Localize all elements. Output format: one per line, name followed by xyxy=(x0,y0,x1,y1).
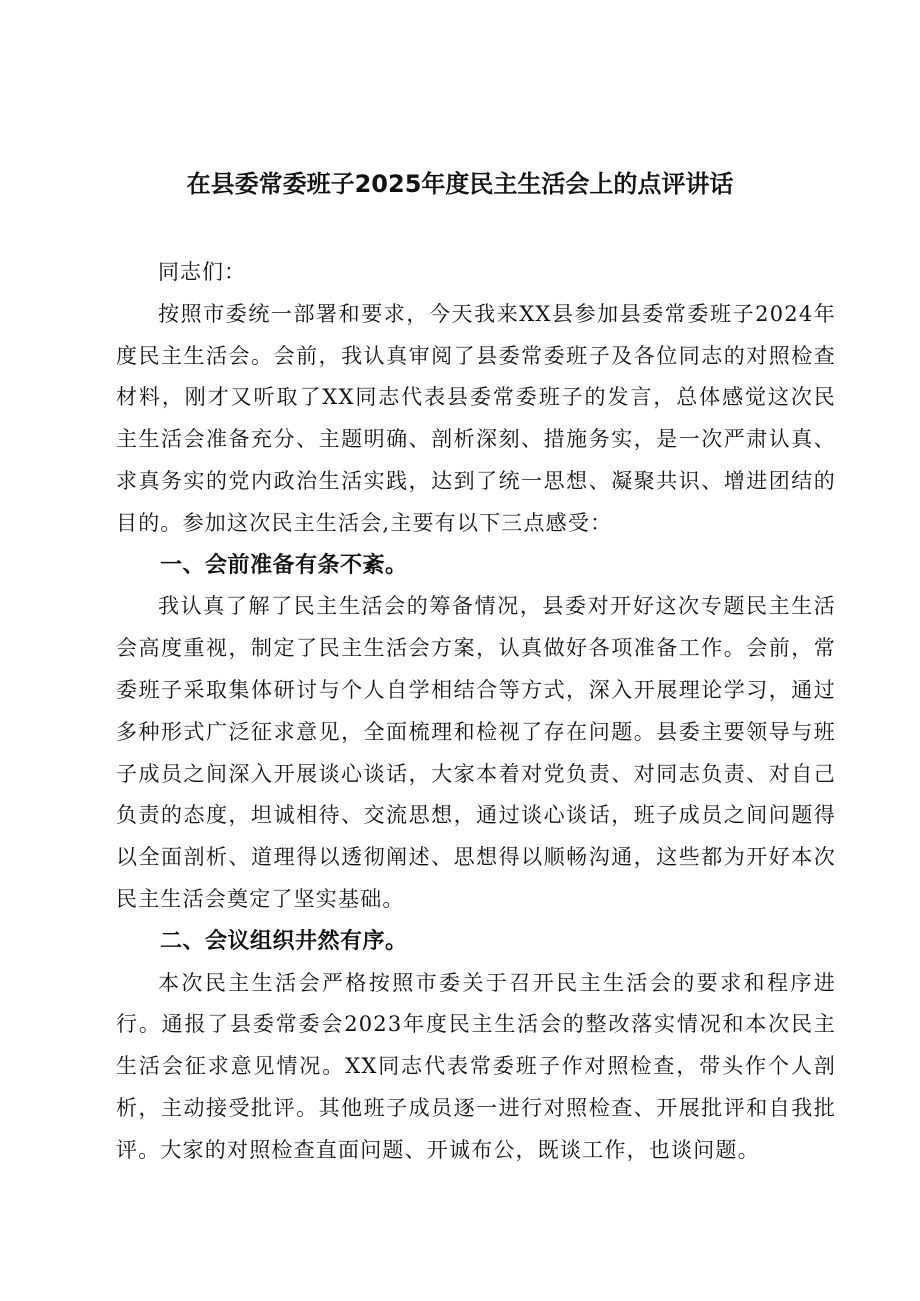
paragraph-section-1: 我认真了解了民主生活会的筹备情况，县委对开好这次专题民主生活会高度重视，制定了民主生活会方案，认真做好各项准备工作。会前，常委班子采取集体研讨与个人自学相结合等方式，深入开展理论学习，通过多种形式广泛征求意见，全面梳理和检视了存在问题。县委主要领导与班子成员之间深入开展谈心谈话，大家本着对党负责、对同志负责、对自己负责的态度，坦诚相待、交流思想，通过谈心谈话，班子成员之间问题得以全面剖析、道理得以透彻阐述、思想得以顺畅沟通，这些都为开好本次民主生活会奠定了坚实基础。 xyxy=(116,594,836,911)
paragraph-intro: 按照市委统一部署和要求，今天我来XX县参加县委常委班子2024年度民主生活会。会前，我认真审阅了县委常委班子及各位同志的对照检查材料，刚才又听取了XX同志代表县委常委班子的发言，总体感觉这次民主生活会准备充分、主题明确、剖析深刻、措施务实，是一次严肃认真、求真务实的党内政治生活实践，达到了统一思想、凝聚共识、增进团结的目的。参加这次民主生活会,主要有以下三点感受： xyxy=(116,301,836,535)
section-heading-1: 一、会前准备有条不紊。 xyxy=(160,552,408,578)
section-heading-2: 二、会议组织井然有序。 xyxy=(160,928,408,954)
document-body xyxy=(116,252,836,1172)
salutation: 同志们： xyxy=(158,260,246,284)
document-title: 在县委常委班子2025年度民主生活会上的点评讲话 xyxy=(186,170,734,198)
paragraph-section-2: 本次民主生活会严格按照市委关于召开民主生活会的要求和程序进行。通报了县委常委会2023年度民主生活会的整改落实情况和本次民主生活会征求意见情况。XX同志代表常委班子作对照检查，带头作个人剖析，主动接受批评。其他班子成员逐一进行对照检查、开展批评和自我批评。大家的对照检查直面问题、开诚布公，既谈工作，也谈问题。 xyxy=(116,970,836,1162)
